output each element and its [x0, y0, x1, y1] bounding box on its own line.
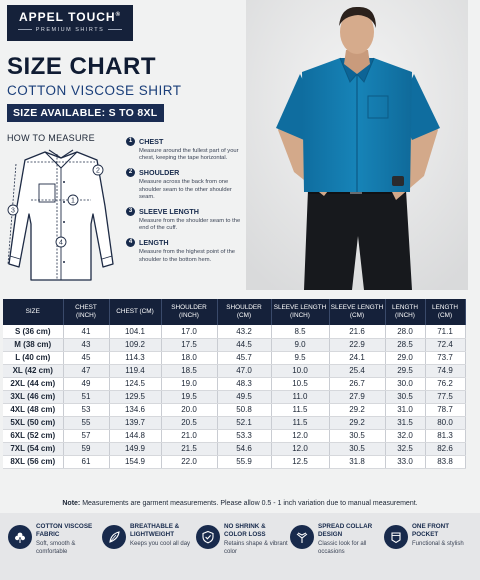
value-cell: 41 [63, 325, 109, 338]
value-cell: 124.5 [109, 377, 161, 390]
svg-text:1: 1 [71, 197, 75, 205]
table-row [3, 429, 465, 442]
value-cell: 25.4 [329, 364, 385, 377]
value-cell: 29.0 [385, 351, 425, 364]
value-cell: 12.0 [271, 429, 329, 442]
cotton-icon [8, 525, 32, 549]
step-number: 1 [126, 137, 135, 146]
value-cell: 20.0 [161, 403, 217, 416]
value-cell: 57 [63, 429, 109, 442]
pocket-icon [384, 525, 408, 549]
marker-3 [8, 205, 18, 215]
value-cell: 44.5 [217, 338, 271, 351]
value-cell: 30.0 [385, 377, 425, 390]
value-cell: 81.3 [425, 429, 465, 442]
table-row [3, 455, 465, 468]
value-cell: 22.9 [329, 338, 385, 351]
value-cell: 54.6 [217, 442, 271, 455]
table-row [3, 442, 465, 455]
value-cell: 78.7 [425, 403, 465, 416]
table-row [3, 338, 465, 351]
feature-collar: SPREAD COLLAR DESIGN Classic look for all occasions [290, 523, 382, 580]
value-cell: 114.3 [109, 351, 161, 364]
value-cell: 47 [63, 364, 109, 377]
col-sleeve-inch: SLEEVE LENGTH (INCH) [271, 299, 329, 325]
step-desc: Measure around the fullest part of your chest, keeping the tape horizontal. [139, 148, 239, 162]
step-sleeve-length [126, 207, 244, 232]
value-cell: 20.5 [161, 416, 217, 429]
feather-icon [102, 525, 126, 549]
value-cell: 49 [63, 377, 109, 390]
size-available-badge: SIZE AVAILABLE: S TO 8XL [7, 104, 164, 122]
step-desc: Measure from the shoulder seam to the end of the cuff. [139, 218, 241, 232]
model-photo [246, 0, 468, 290]
value-cell: 129.5 [109, 390, 161, 403]
col-shoulder-inch: SHOULDER (INCH) [161, 299, 217, 325]
value-cell: 134.6 [109, 403, 161, 416]
table-row [3, 364, 465, 377]
value-cell: 31.8 [329, 455, 385, 468]
table-row [3, 403, 465, 416]
value-cell: 30.5 [385, 390, 425, 403]
size-cell: 7XL (54 cm) [3, 442, 63, 455]
value-cell: 52.1 [217, 416, 271, 429]
value-cell: 26.7 [329, 377, 385, 390]
col-size: SIZE [3, 299, 63, 325]
table-row [3, 377, 465, 390]
value-cell: 29.2 [329, 403, 385, 416]
value-cell: 30.5 [329, 442, 385, 455]
value-cell: 11.5 [271, 416, 329, 429]
value-cell: 43 [63, 338, 109, 351]
value-cell: 49.5 [217, 390, 271, 403]
value-cell: 10.0 [271, 364, 329, 377]
value-cell: 11.0 [271, 390, 329, 403]
brand-name: APPEL TOUCH® [19, 10, 121, 24]
value-cell: 139.7 [109, 416, 161, 429]
value-cell: 104.1 [109, 325, 161, 338]
value-cell: 8.5 [271, 325, 329, 338]
value-cell: 31.0 [385, 403, 425, 416]
col-chest-cm: CHEST (CM) [109, 299, 161, 325]
value-cell: 71.1 [425, 325, 465, 338]
step-shoulder [126, 168, 244, 201]
value-cell: 30.5 [329, 429, 385, 442]
value-cell: 77.5 [425, 390, 465, 403]
value-cell: 45.7 [217, 351, 271, 364]
step-desc: Measure from the highest point of the shoulder to the bottom hem. [139, 249, 236, 263]
brand-logo [7, 5, 133, 41]
size-table [3, 299, 465, 469]
marker-1 [68, 195, 78, 205]
value-cell: 50.8 [217, 403, 271, 416]
step-title: SHOULDER [139, 168, 180, 178]
feature-no-shrink: NO SHRINK & COLOR LOSS Retains shape & vibrant color [196, 523, 288, 580]
measure-steps [126, 137, 244, 270]
value-cell: 43.2 [217, 325, 271, 338]
value-cell: 12.5 [271, 455, 329, 468]
col-length-cm: LENGTH (CM) [425, 299, 465, 325]
value-cell: 24.1 [329, 351, 385, 364]
value-cell: 154.9 [109, 455, 161, 468]
page-subtitle: COTTON VISCOSE SHIRT [7, 83, 182, 98]
feature-pocket: ONE FRONT POCKET Functional & stylish [384, 523, 476, 580]
size-cell: 4XL (48 cm) [3, 403, 63, 416]
value-cell: 17.5 [161, 338, 217, 351]
value-cell: 11.5 [271, 403, 329, 416]
value-cell: 9.0 [271, 338, 329, 351]
table-row [3, 416, 465, 429]
value-cell: 28.0 [385, 325, 425, 338]
size-cell: 6XL (52 cm) [3, 429, 63, 442]
shield-check-icon [196, 525, 220, 549]
collar-icon [290, 525, 314, 549]
value-cell: 18.5 [161, 364, 217, 377]
value-cell: 29.2 [329, 416, 385, 429]
size-cell: XL (42 cm) [3, 364, 63, 377]
value-cell: 55 [63, 416, 109, 429]
step-chest [126, 137, 244, 162]
feature-fabric: COTTON VISCOSE FABRIC Soft, smooth & comfortable [8, 523, 100, 580]
col-chest-inch: CHEST (INCH) [63, 299, 109, 325]
value-cell: 28.5 [385, 338, 425, 351]
value-cell: 21.0 [161, 429, 217, 442]
marker-4 [56, 237, 66, 247]
size-cell: 3XL (46 cm) [3, 390, 63, 403]
value-cell: 10.5 [271, 377, 329, 390]
value-cell: 21.5 [161, 442, 217, 455]
svg-text:3: 3 [11, 207, 15, 215]
value-cell: 149.9 [109, 442, 161, 455]
table-header-row [3, 299, 465, 325]
value-cell: 48.3 [217, 377, 271, 390]
step-title: SLEEVE LENGTH [139, 207, 199, 217]
size-cell: 8XL (56 cm) [3, 455, 63, 468]
step-desc: Measure across the back from one shoulder seam to the other shoulder seam. [139, 179, 232, 200]
size-cell: L (40 cm) [3, 351, 63, 364]
value-cell: 109.2 [109, 338, 161, 351]
step-title: LENGTH [139, 238, 169, 248]
value-cell: 74.9 [425, 364, 465, 377]
value-cell: 61 [63, 455, 109, 468]
value-cell: 82.6 [425, 442, 465, 455]
table-row [3, 390, 465, 403]
value-cell: 76.2 [425, 377, 465, 390]
value-cell: 55.9 [217, 455, 271, 468]
how-to-measure-title: HOW TO MEASURE [7, 133, 95, 143]
features-strip [0, 513, 480, 580]
size-cell: M (38 cm) [3, 338, 63, 351]
value-cell: 33.0 [385, 455, 425, 468]
shirt-diagram [5, 146, 117, 286]
value-cell: 27.9 [329, 390, 385, 403]
brand-tagline: PREMIUM SHIRTS [7, 27, 133, 33]
value-cell: 17.0 [161, 325, 217, 338]
step-number: 2 [126, 168, 135, 177]
svg-text:4: 4 [59, 239, 63, 247]
value-cell: 9.5 [271, 351, 329, 364]
size-cell: 5XL (50 cm) [3, 416, 63, 429]
value-cell: 80.0 [425, 416, 465, 429]
value-cell: 32.0 [385, 429, 425, 442]
col-sleeve-cm: SLEEVE LENGTH (CM) [329, 299, 385, 325]
value-cell: 22.0 [161, 455, 217, 468]
model-illustration [246, 0, 468, 290]
value-cell: 32.5 [385, 442, 425, 455]
page-title: SIZE CHART [7, 53, 156, 80]
value-cell: 73.7 [425, 351, 465, 364]
value-cell: 53.3 [217, 429, 271, 442]
svg-text:2: 2 [96, 167, 100, 175]
value-cell: 31.5 [385, 416, 425, 429]
table-row [3, 325, 465, 338]
step-number: 3 [126, 207, 135, 216]
value-cell: 51 [63, 390, 109, 403]
value-cell: 18.0 [161, 351, 217, 364]
marker-2 [93, 165, 103, 175]
value-cell: 83.8 [425, 455, 465, 468]
value-cell: 12.0 [271, 442, 329, 455]
value-cell: 47.0 [217, 364, 271, 377]
value-cell: 144.8 [109, 429, 161, 442]
step-title: CHEST [139, 137, 164, 146]
measurement-note: Note: Measurements are garment measurements. Please allow 0.5 - 1 inch variation due to manual measurement. [62, 500, 418, 507]
value-cell: 45 [63, 351, 109, 364]
value-cell: 53 [63, 403, 109, 416]
value-cell: 19.0 [161, 377, 217, 390]
value-cell: 21.6 [329, 325, 385, 338]
value-cell: 72.4 [425, 338, 465, 351]
col-shoulder-cm: SHOULDER (CM) [217, 299, 271, 325]
col-length-inch: LENGTH (INCH) [385, 299, 425, 325]
table-row [3, 351, 465, 364]
value-cell: 29.5 [385, 364, 425, 377]
feature-breathable: BREATHABLE & LIGHTWEIGHT Keeps you cool all day [102, 523, 194, 580]
size-cell: S (36 cm) [3, 325, 63, 338]
step-length [126, 238, 244, 263]
value-cell: 59 [63, 442, 109, 455]
value-cell: 119.4 [109, 364, 161, 377]
size-cell: 2XL (44 cm) [3, 377, 63, 390]
step-number: 4 [126, 238, 135, 247]
value-cell: 19.5 [161, 390, 217, 403]
